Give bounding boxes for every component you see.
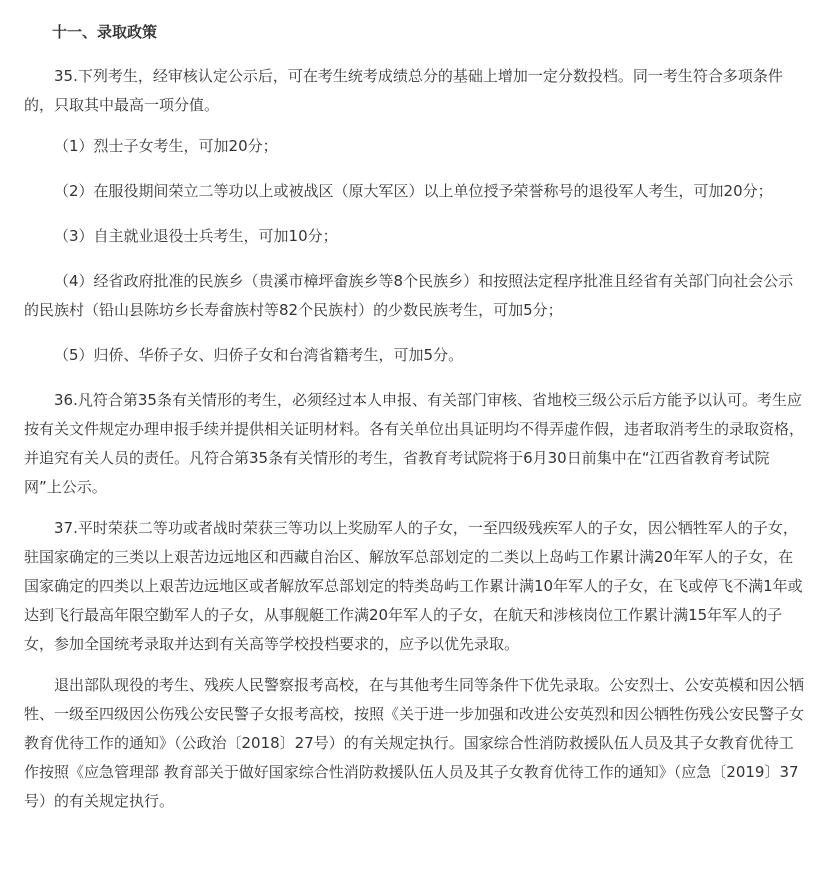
paragraph-36: 36.凡符合第35条有关情形的考生，必须经过本人申报、有关部门审核、省地校三级公示后方能予以认可。考生应按有关文件规定办理申报手续并提供相关证明材料。各有关单位出具证明均不得弄虚作假，违者取消考生的录取资格，并追究有关人员的责任。凡符合第35条有关情形的考生，省教育考试院将于6月30日前集中在“江西省教育考试院网”上公示。 (24, 391, 805, 496)
item-5: （5）归侨、华侨子女、归侨子女和台湾省籍考生，可加5分。 (54, 346, 464, 364)
paragraph-35: 35.下列考生，经审核认定公示后，可在考生统考成绩总分的基础上增加一定分数投档。同一考生符合多项条件的，只取其中最高一项分值。 (24, 67, 783, 114)
paragraph-veterans: 退出部队现役的考生、残疾人民警察报考高校，在与其他考生同等条件下优先录取。公安烈士、公安英模和因公牺牲、一级至四级因公伤残公安民警子女报考高校，按照《关于进一步加强和改进公安英烈和因公牺牲伤残公安民警子女教育优待工作的通知》（公政治〔2018〕27号）的有关规定执行。国家综合性消防救援队伍人员及其子女教育优待工作按照《应急管理部 教育部关于做好国家综合性消防救援队伍人员及其子女教育优待工作的通知》（应急〔2019〕37号）的有关规定执行。 (24, 676, 805, 810)
section-title: 十一、录取政策 (52, 23, 158, 41)
document-body (24, 18, 806, 828)
item-2: （2）在服役期间荣立二等功以上或被战区（原大军区）以上单位授予荣誉称号的退役军人考生，可加20分； (54, 182, 773, 200)
item-4: （4）经省政府批准的民族乡（贵溪市樟坪畲族乡等8个民族乡）和按照法定程序批准且经省有关部门向社会公示的民族村（铅山县陈坊乡长寿畲族村等82个民族村）的少数民族考生，可加5分； (24, 272, 794, 319)
paragraph-37: 37.平时荣获二等功或者战时荣获三等功以上奖励军人的子女，一至四级残疾军人的子女，因公牺牲军人的子女，驻国家确定的三类以上艰苦边远地区和西藏自治区、解放军总部划定的二类以上岛屿工作累计满20年军人的子女，在国家确定的四类以上艰苦边远地区或者解放军总部划定的特类岛屿工作累计满10年军人的子女，在飞或停飞不满1年或达到飞行最高年限空勤军人的子女，从事舰艇工作满20年军人的子女，在航天和涉核岗位工作累计满15年军人的子女，参加全国统考录取并达到有关高等学校投档要求的，应予以优先录取。 (24, 519, 803, 653)
item-1: （1）烈士子女考生，可加20分； (54, 137, 278, 155)
item-3: （3）自主就业退役士兵考生，可加10分； (54, 227, 338, 245)
